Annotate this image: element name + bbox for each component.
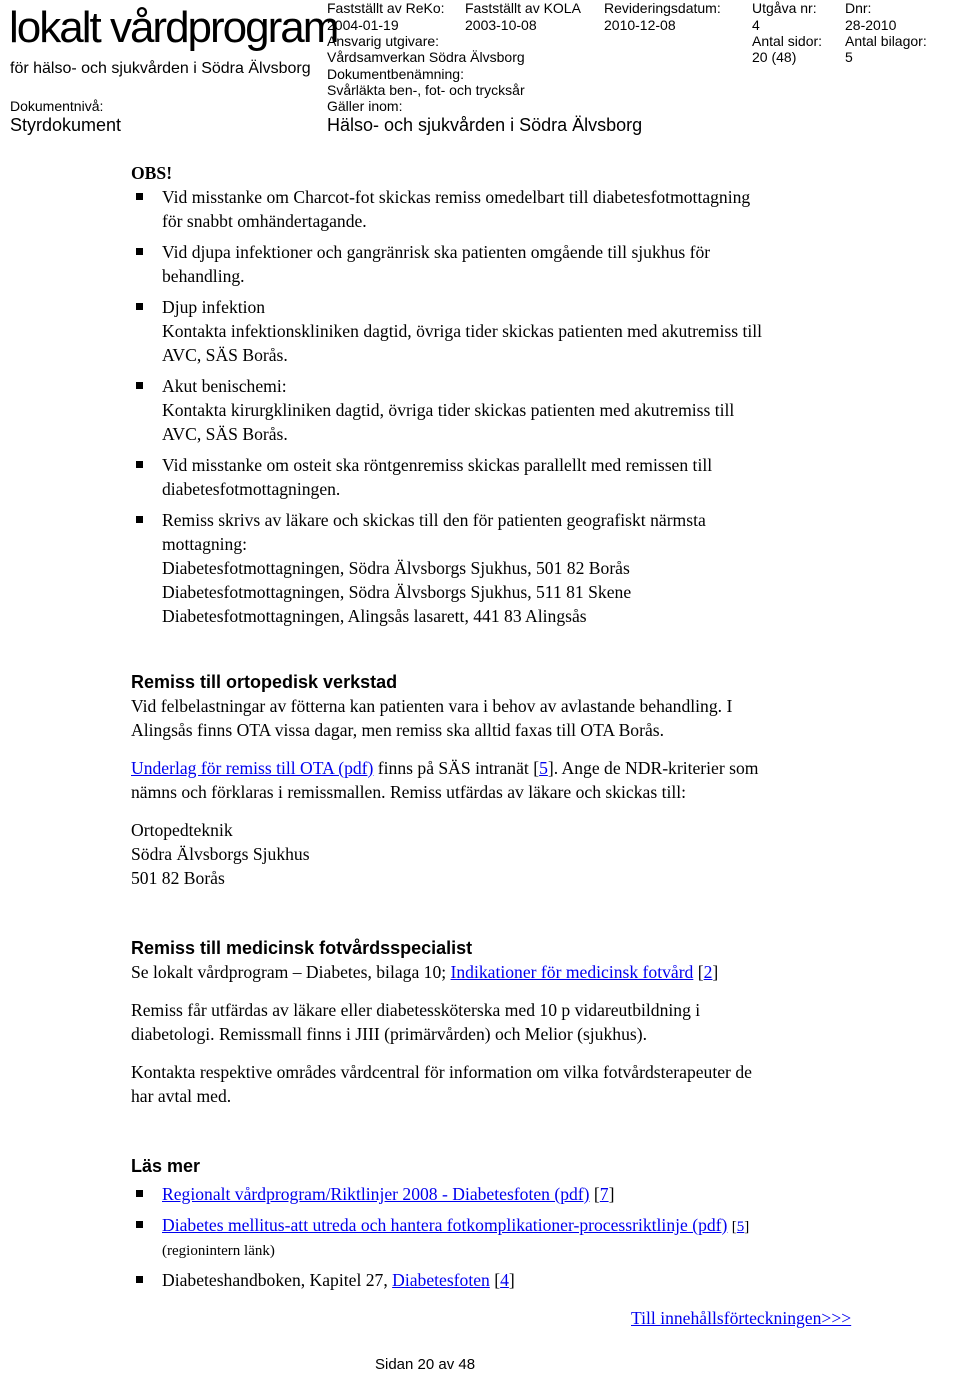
reference-link[interactable]: 5	[539, 758, 548, 778]
adopted-kola-label: Fastställt av KOLA	[465, 0, 581, 16]
edition-value: 4	[752, 17, 760, 33]
list-item: Vid misstanke om Charcot-fot skickas remiss omedelbart till diabetesfotmottagning för snabbt omhändertagande.	[131, 185, 891, 233]
section-heading: Läs mer	[131, 1156, 201, 1176]
read-more-list	[131, 1182, 891, 1292]
list-item: Diabetes mellitus-att utreda och hantera fotkomplikationer-processriktlinje (pdf) [5] (regionintern länk)	[131, 1213, 891, 1261]
section-las-mer	[131, 1154, 891, 1292]
toc-link[interactable]: Till innehållsförteckningen>>>	[631, 1308, 852, 1328]
paragraph: Se lokalt vårdprogram – Diabetes, bilaga 10; Indikationer för medicinsk fotvård [2]	[131, 962, 719, 982]
brand-subtitle: för hälso- och sjukvården i Södra Älvsborg	[10, 60, 311, 77]
dnr-value: 28-2010	[845, 17, 897, 33]
attachments-label: Antal bilagor:	[845, 33, 927, 49]
paragraph: Kontakta respektive områdes vårdcentral för information om vilka fotvårdsterapeuter de har avtal med.	[131, 1062, 752, 1106]
section-heading: Remiss till ortopedisk verkstad	[131, 672, 398, 692]
list-item: Regionalt vårdprogram/Riktlinjer 2008 - Diabetesfoten (pdf) [7]	[131, 1182, 891, 1206]
pages-value: 20 (48)	[752, 49, 797, 65]
publisher-value: Vårdsamverkan Södra Älvsborg	[327, 49, 525, 65]
diabetesfoten-link[interactable]: Diabetesfoten	[392, 1270, 490, 1290]
link-note: (regionintern länk)	[162, 1243, 275, 1259]
paragraph: Vid felbelastningar av fötterna kan patienten vara i behov av avlastande behandling. I Alingsås finns OTA vissa dagar, men remiss ska alltid faxas till OTA Borås.	[131, 696, 733, 740]
reference-link[interactable]: 4	[500, 1270, 509, 1290]
list-item: Djup infektion Kontakta infektionskliniken dagtid, övriga tider skickas patienten med akutremiss till AVC, SÄS Borås.	[131, 295, 891, 367]
adopted-reko-value: 2004-01-19	[327, 17, 399, 33]
page-content	[131, 161, 891, 1299]
obs-bullet-list	[131, 185, 891, 628]
list-item: Vid misstanke om osteit ska röntgenremiss skickas parallellt med remissen till diabetesfotmottagningen.	[131, 453, 891, 501]
list-item: Diabeteshandboken, Kapitel 27, Diabetesfoten [4]	[131, 1268, 891, 1292]
paragraph: Remiss får utfärdas av läkare eller diabetessköterska med 10 p vidareutbildning i diabetologi. Remissmall finns i JIII (primärvården) och Melior (sjukhus).	[131, 1000, 701, 1044]
revision-value: 2010-12-08	[604, 17, 676, 33]
list-item: Akut benischemi: Kontakta kirurgkliniken dagtid, övriga tider skickas patienten med akutremiss till AVC, SÄS Borås.	[131, 374, 891, 446]
page-number: Sidan 20 av 48	[375, 1356, 476, 1373]
section-heading: Remiss till medicinsk fotvårdsspecialist	[131, 938, 473, 958]
reference-link[interactable]: 2	[703, 962, 713, 982]
scope-label: Gäller inom:	[327, 98, 403, 114]
reference-link[interactable]: 5	[736, 1219, 745, 1235]
scope-value: Hälso- och sjukvården i Södra Älvsborg	[327, 115, 643, 135]
ota-referral-link[interactable]: Underlag för remiss till OTA (pdf)	[131, 758, 374, 778]
section-ortopedisk-verkstad	[131, 670, 891, 890]
paragraph: Underlag för remiss till OTA (pdf) finns på SÄS intranät [5]. Ange de NDR-kriterier som nämns och förklaras i remissmallen. Remiss utfärdas av läkare och skickas till:	[131, 758, 759, 802]
docname-value: Svårläkta ben-, fot- och trycksår	[327, 82, 525, 98]
level-label: Dokumentnivå:	[10, 98, 104, 114]
edition-label: Utgåva nr:	[752, 0, 817, 16]
process-guideline-link[interactable]: Diabetes mellitus-att utreda och hantera fotkomplikationer-processriktlinje (pdf)	[162, 1215, 728, 1235]
brand-title: lokalt vårdprogram	[9, 3, 338, 52]
pages-label: Antal sidor:	[752, 33, 823, 49]
list-item: Remiss skrivs av läkare och skickas till den för patienten geografiskt närmsta mottagning: Diabetesfotmottagningen, Södra Älvsborgs Sjukhus, 501 82 Borås Diabetesfotmottagningen, Södra Älvsborgs Sjukhus, 511 81 Skene Diabetesfotmottagningen, Alingsås lasarett, 441 83 Alingsås	[131, 508, 891, 628]
docname-label: Dokumentbenämning:	[327, 66, 464, 82]
section-medicinsk-fotvard	[131, 936, 891, 1108]
address-block: Ortopedteknik Södra Älvsborgs Sjukhus 501 82 Borås	[131, 820, 310, 888]
obs-heading: OBS!	[131, 163, 173, 183]
level-value: Styrdokument	[10, 115, 122, 135]
dnr-label: Dnr:	[845, 0, 872, 16]
attachments-value: 5	[845, 49, 853, 65]
adopted-reko-label: Fastställt av ReKo:	[327, 0, 445, 16]
list-item: Vid djupa infektioner och gangränrisk ska patienten omgående till sjukhus för behandling.	[131, 240, 891, 288]
adopted-kola-value: 2003-10-08	[465, 17, 537, 33]
revision-label: Revideringsdatum:	[604, 0, 721, 16]
indications-link[interactable]: Indikationer för medicinsk fotvård	[450, 962, 694, 982]
regional-program-link[interactable]: Regionalt vårdprogram/Riktlinjer 2008 - Diabetesfoten (pdf)	[162, 1184, 590, 1204]
reference-link[interactable]: 7	[599, 1184, 609, 1204]
publisher-label: Ansvarig utgivare:	[327, 33, 440, 49]
